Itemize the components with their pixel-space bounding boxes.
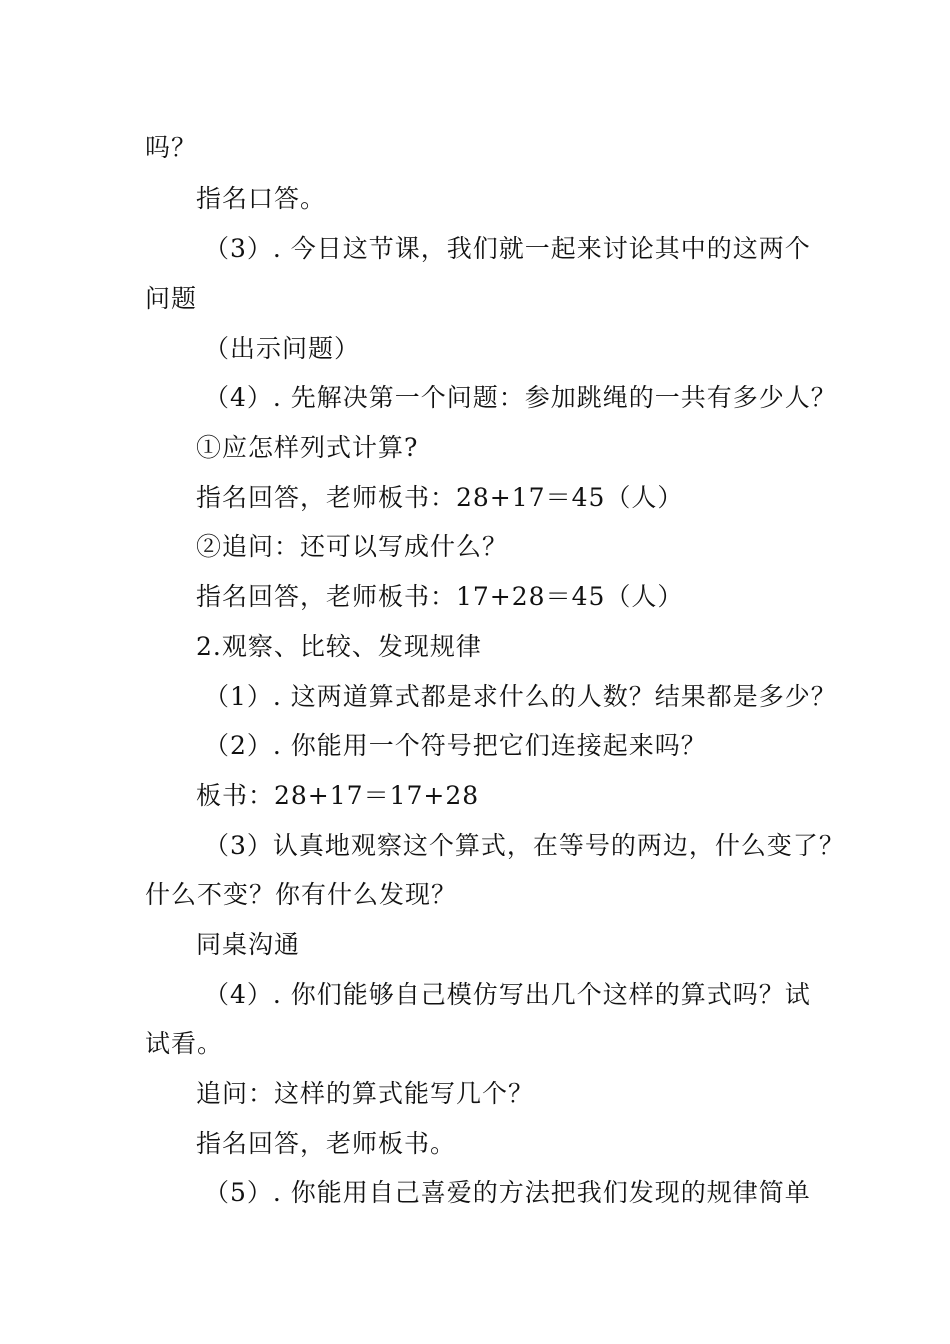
text-line: ②追问：还可以写成什么？ xyxy=(196,532,509,561)
text-line: （4）. 你们能够自己模仿写出几个这样的算式吗？试 xyxy=(204,980,811,1009)
text-line: （2）. 你能用一个符号把它们连接起来吗？ xyxy=(204,731,707,760)
text-line: 什么不变？你有什么发现？ xyxy=(145,880,458,909)
text-line: 指名回答，老师板书：28+17＝45（人） xyxy=(196,483,684,512)
text-line: 吗？ xyxy=(145,133,198,162)
text-line: 问题 xyxy=(145,284,198,313)
text-line: 同桌沟通 xyxy=(196,930,301,959)
text-line: 板书：28+17＝17+28 xyxy=(196,781,480,810)
text-line: 指名回答，老师板书：17+28＝45（人） xyxy=(196,582,684,611)
text-line: （3）. 今日这节课，我们就一起来讨论其中的这两个 xyxy=(204,234,811,263)
text-line: （5）. 你能用自己喜爱的方法把我们发现的规律简单 xyxy=(204,1178,811,1207)
text-line: （出示问题） xyxy=(204,334,361,363)
section-heading: 2.观察、比较、发现规律 xyxy=(196,632,482,661)
text-line: 指名口答。 xyxy=(196,184,327,213)
text-line: （4）. 先解决第一个问题：参加跳绳的一共有多少人？ xyxy=(204,383,837,412)
text-line: 追问：这样的算式能写几个？ xyxy=(196,1079,535,1108)
text-line: ①应怎样列式计算? xyxy=(196,433,419,462)
text-line: （3）认真地观察这个算式，在等号的两边，什么变了？ xyxy=(204,831,845,860)
text-line: 试看。 xyxy=(145,1029,224,1058)
text-line: 指名回答，老师板书。 xyxy=(196,1129,457,1158)
text-line: （1）. 这两道算式都是求什么的人数？结果都是多少？ xyxy=(204,682,837,711)
